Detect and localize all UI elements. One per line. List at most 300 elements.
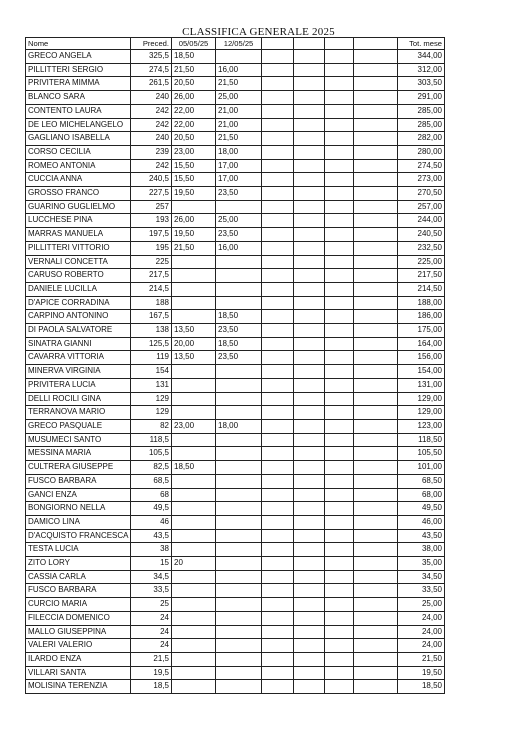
cell-total: 46,00	[398, 515, 445, 529]
cell-name: CULTRERA GIUSEPPE	[26, 461, 131, 475]
cell-date-1	[172, 639, 216, 653]
cell-total: 21,50	[398, 652, 445, 666]
cell-empty	[325, 406, 354, 420]
cell-empty	[262, 351, 294, 365]
cell-date-1: 19,50	[172, 228, 216, 242]
table-row	[26, 77, 445, 91]
cell-name: CURCIO MARIA	[26, 598, 131, 612]
cell-empty	[325, 282, 354, 296]
cell-prec: 188	[131, 296, 172, 310]
table-row	[26, 269, 445, 283]
cell-prec: 240	[131, 132, 172, 146]
cell-empty	[354, 255, 398, 269]
cell-date-1	[172, 365, 216, 379]
table-row	[26, 241, 445, 255]
cell-empty	[262, 324, 294, 338]
cell-empty	[354, 241, 398, 255]
cell-total: 154,00	[398, 365, 445, 379]
cell-name: ZITO LORY	[26, 557, 131, 571]
cell-total: 257,00	[398, 200, 445, 214]
table-row	[26, 63, 445, 77]
cell-empty	[262, 598, 294, 612]
cell-empty	[354, 419, 398, 433]
table-row	[26, 433, 445, 447]
cell-date-1: 18,50	[172, 461, 216, 475]
cell-date-1	[172, 200, 216, 214]
cell-date-1: 15,50	[172, 173, 216, 187]
cell-empty	[325, 351, 354, 365]
cell-date-1: 23,00	[172, 419, 216, 433]
cell-prec: 18,5	[131, 680, 172, 694]
header-empty	[262, 38, 294, 50]
table-row	[26, 118, 445, 132]
cell-empty	[325, 515, 354, 529]
cell-empty	[294, 433, 325, 447]
cell-empty	[294, 351, 325, 365]
cell-empty	[354, 296, 398, 310]
header-total: Tot. mese	[398, 38, 445, 50]
cell-empty	[354, 145, 398, 159]
cell-empty	[294, 337, 325, 351]
cell-total: 24,00	[398, 625, 445, 639]
cell-empty	[354, 282, 398, 296]
cell-empty	[325, 433, 354, 447]
cell-date-1	[172, 529, 216, 543]
cell-date-2: 18,00	[216, 145, 262, 159]
cell-empty	[325, 228, 354, 242]
cell-date-2: 23,50	[216, 187, 262, 201]
cell-total: 225,00	[398, 255, 445, 269]
cell-empty	[262, 173, 294, 187]
cell-empty	[294, 515, 325, 529]
cell-empty	[262, 337, 294, 351]
cell-date-2	[216, 598, 262, 612]
table-row	[26, 392, 445, 406]
cell-date-2	[216, 680, 262, 694]
cell-total: 25,00	[398, 598, 445, 612]
cell-name: CAVARRA VITTORIA	[26, 351, 131, 365]
cell-prec: 227,5	[131, 187, 172, 201]
cell-empty	[325, 159, 354, 173]
cell-empty	[325, 392, 354, 406]
cell-empty	[354, 187, 398, 201]
cell-date-2	[216, 378, 262, 392]
cell-empty	[354, 666, 398, 680]
cell-date-2	[216, 433, 262, 447]
cell-empty	[294, 378, 325, 392]
table-row	[26, 200, 445, 214]
cell-date-2	[216, 461, 262, 475]
cell-name: TESTA LUCIA	[26, 543, 131, 557]
table-row	[26, 502, 445, 516]
cell-date-2	[216, 529, 262, 543]
cell-name: DI PAOLA SALVATORE	[26, 324, 131, 338]
cell-date-2	[216, 255, 262, 269]
cell-empty	[294, 214, 325, 228]
cell-empty	[325, 337, 354, 351]
header-empty	[294, 38, 325, 50]
header-empty	[325, 38, 354, 50]
cell-date-1	[172, 255, 216, 269]
cell-empty	[354, 214, 398, 228]
cell-empty	[325, 255, 354, 269]
cell-empty	[262, 680, 294, 694]
table-row	[26, 680, 445, 694]
cell-empty	[262, 419, 294, 433]
cell-empty	[294, 625, 325, 639]
cell-prec: 19,5	[131, 666, 172, 680]
cell-total: 101,00	[398, 461, 445, 475]
cell-name: MESSINA MARIA	[26, 447, 131, 461]
cell-date-1: 20,00	[172, 337, 216, 351]
cell-empty	[325, 461, 354, 475]
cell-name: BONGIORNO NELLA	[26, 502, 131, 516]
cell-prec: 82,5	[131, 461, 172, 475]
cell-date-2: 21,00	[216, 118, 262, 132]
cell-empty	[325, 145, 354, 159]
cell-date-2	[216, 625, 262, 639]
cell-date-1	[172, 543, 216, 557]
cell-name: FUSCO BARBARA	[26, 584, 131, 598]
cell-empty	[294, 529, 325, 543]
cell-empty	[262, 228, 294, 242]
cell-empty	[325, 118, 354, 132]
cell-empty	[325, 419, 354, 433]
cell-date-2	[216, 557, 262, 571]
cell-total: 280,00	[398, 145, 445, 159]
ranking-table	[25, 37, 445, 694]
cell-total: 285,00	[398, 104, 445, 118]
cell-empty	[354, 118, 398, 132]
cell-prec: 138	[131, 324, 172, 338]
table-row	[26, 529, 445, 543]
table-row	[26, 132, 445, 146]
cell-empty	[262, 611, 294, 625]
cell-prec: 24	[131, 639, 172, 653]
cell-empty	[294, 392, 325, 406]
cell-total: 68,50	[398, 474, 445, 488]
cell-date-1	[172, 310, 216, 324]
cell-prec: 195	[131, 241, 172, 255]
cell-empty	[262, 282, 294, 296]
cell-name: FILECCIA DOMENICO	[26, 611, 131, 625]
cell-empty	[262, 447, 294, 461]
cell-empty	[294, 91, 325, 105]
cell-prec: 240,5	[131, 173, 172, 187]
cell-empty	[354, 680, 398, 694]
cell-date-2	[216, 447, 262, 461]
cell-empty	[325, 639, 354, 653]
cell-total: 282,00	[398, 132, 445, 146]
cell-date-1: 20,50	[172, 132, 216, 146]
cell-empty	[262, 652, 294, 666]
cell-empty	[294, 365, 325, 379]
cell-prec: 15	[131, 557, 172, 571]
cell-date-1: 18,50	[172, 50, 216, 64]
cell-empty	[354, 502, 398, 516]
cell-prec: 131	[131, 378, 172, 392]
cell-empty	[325, 625, 354, 639]
table-row	[26, 187, 445, 201]
cell-empty	[325, 77, 354, 91]
cell-empty	[354, 228, 398, 242]
cell-prec: 49,5	[131, 502, 172, 516]
cell-name: MINERVA VIRGINIA	[26, 365, 131, 379]
cell-empty	[354, 433, 398, 447]
cell-empty	[262, 91, 294, 105]
cell-total: 240,50	[398, 228, 445, 242]
cell-prec: 274,5	[131, 63, 172, 77]
cell-total: 35,00	[398, 557, 445, 571]
cell-date-2	[216, 666, 262, 680]
cell-empty	[262, 310, 294, 324]
cell-date-1: 20	[172, 557, 216, 571]
cell-total: 217,50	[398, 269, 445, 283]
cell-name: PRIVITERA LUCIA	[26, 378, 131, 392]
cell-prec: 33,5	[131, 584, 172, 598]
cell-total: 291,00	[398, 91, 445, 105]
cell-date-2	[216, 406, 262, 420]
cell-empty	[325, 680, 354, 694]
cell-empty	[262, 159, 294, 173]
cell-date-1	[172, 447, 216, 461]
cell-prec: 105,5	[131, 447, 172, 461]
cell-date-2	[216, 652, 262, 666]
cell-empty	[325, 187, 354, 201]
table-row	[26, 365, 445, 379]
cell-date-1	[172, 392, 216, 406]
cell-empty	[354, 159, 398, 173]
table-row	[26, 351, 445, 365]
cell-date-1: 15,50	[172, 159, 216, 173]
cell-empty	[294, 447, 325, 461]
cell-prec: 214,5	[131, 282, 172, 296]
cell-date-1: 20,50	[172, 77, 216, 91]
page-title: CLASSIFICA GENERALE 2025	[182, 26, 335, 38]
table-row	[26, 461, 445, 475]
cell-empty	[262, 296, 294, 310]
cell-empty	[354, 392, 398, 406]
cell-empty	[354, 77, 398, 91]
cell-prec: 21,5	[131, 652, 172, 666]
cell-prec: 38	[131, 543, 172, 557]
cell-total: 49,50	[398, 502, 445, 516]
cell-empty	[325, 214, 354, 228]
cell-name: ILARDO ENZA	[26, 652, 131, 666]
cell-prec: 129	[131, 406, 172, 420]
cell-empty	[262, 118, 294, 132]
cell-empty	[262, 515, 294, 529]
cell-empty	[294, 296, 325, 310]
table-row	[26, 50, 445, 64]
cell-empty	[262, 488, 294, 502]
cell-empty	[294, 132, 325, 146]
cell-empty	[294, 474, 325, 488]
table-row	[26, 91, 445, 105]
cell-name: LUCCHESE PINA	[26, 214, 131, 228]
cell-empty	[325, 269, 354, 283]
cell-empty	[294, 324, 325, 338]
table-row	[26, 570, 445, 584]
cell-date-1	[172, 296, 216, 310]
cell-empty	[294, 187, 325, 201]
cell-date-1	[172, 488, 216, 502]
cell-prec: 118,5	[131, 433, 172, 447]
cell-empty	[294, 241, 325, 255]
table-row	[26, 488, 445, 502]
table-row	[26, 282, 445, 296]
table-row	[26, 598, 445, 612]
table-row	[26, 406, 445, 420]
cell-name: CORSO CECILIA	[26, 145, 131, 159]
cell-empty	[325, 50, 354, 64]
cell-total: 123,00	[398, 419, 445, 433]
cell-date-1: 19,50	[172, 187, 216, 201]
cell-total: 186,00	[398, 310, 445, 324]
cell-name: MALLO GIUSEPPINA	[26, 625, 131, 639]
cell-empty	[294, 200, 325, 214]
cell-date-2	[216, 200, 262, 214]
cell-empty	[294, 543, 325, 557]
cell-date-2	[216, 611, 262, 625]
cell-date-1	[172, 625, 216, 639]
cell-prec: 242	[131, 104, 172, 118]
cell-date-2: 17,00	[216, 173, 262, 187]
cell-empty	[262, 543, 294, 557]
cell-total: 129,00	[398, 406, 445, 420]
cell-empty	[325, 474, 354, 488]
cell-name: VILLARI SANTA	[26, 666, 131, 680]
table-row	[26, 337, 445, 351]
cell-empty	[325, 611, 354, 625]
header-date-1: 05/05/25	[172, 38, 216, 50]
cell-empty	[325, 529, 354, 543]
cell-date-1	[172, 433, 216, 447]
cell-empty	[354, 447, 398, 461]
cell-empty	[262, 104, 294, 118]
cell-empty	[354, 598, 398, 612]
cell-prec: 43,5	[131, 529, 172, 543]
cell-empty	[325, 584, 354, 598]
cell-empty	[325, 173, 354, 187]
cell-total: 344,00	[398, 50, 445, 64]
cell-name: PILLITTERI VITTORIO	[26, 241, 131, 255]
cell-empty	[262, 255, 294, 269]
cell-name: GUARINO GUGLIELMO	[26, 200, 131, 214]
cell-date-2: 18,00	[216, 419, 262, 433]
cell-date-2: 23,50	[216, 228, 262, 242]
table-row	[26, 378, 445, 392]
cell-date-2	[216, 584, 262, 598]
cell-empty	[294, 50, 325, 64]
cell-total: 312,00	[398, 63, 445, 77]
cell-empty	[294, 557, 325, 571]
cell-name: PRIVITERA MIMMA	[26, 77, 131, 91]
cell-prec: 242	[131, 159, 172, 173]
cell-empty	[325, 324, 354, 338]
cell-date-2: 17,00	[216, 159, 262, 173]
cell-empty	[294, 282, 325, 296]
cell-date-2: 16,00	[216, 63, 262, 77]
cell-prec: 25	[131, 598, 172, 612]
table-row	[26, 584, 445, 598]
cell-prec: 217,5	[131, 269, 172, 283]
cell-prec: 197,5	[131, 228, 172, 242]
cell-total: 38,00	[398, 543, 445, 557]
cell-name: GROSSO FRANCO	[26, 187, 131, 201]
cell-total: 270,50	[398, 187, 445, 201]
cell-total: 34,50	[398, 570, 445, 584]
table-row	[26, 543, 445, 557]
table-row	[26, 145, 445, 159]
table-row	[26, 173, 445, 187]
table-row	[26, 639, 445, 653]
cell-date-1	[172, 406, 216, 420]
cell-total: 156,00	[398, 351, 445, 365]
table-row	[26, 447, 445, 461]
cell-name: VERNALI CONCETTA	[26, 255, 131, 269]
cell-date-2	[216, 282, 262, 296]
cell-prec: 68,5	[131, 474, 172, 488]
cell-prec: 68	[131, 488, 172, 502]
cell-empty	[325, 132, 354, 146]
cell-empty	[294, 63, 325, 77]
cell-total: 164,00	[398, 337, 445, 351]
cell-empty	[294, 269, 325, 283]
cell-empty	[325, 310, 354, 324]
cell-empty	[262, 365, 294, 379]
cell-total: 274,50	[398, 159, 445, 173]
cell-empty	[354, 461, 398, 475]
table-row	[26, 296, 445, 310]
cell-name: DE LEO MICHELANGELO	[26, 118, 131, 132]
cell-date-1: 26,00	[172, 214, 216, 228]
cell-empty	[294, 118, 325, 132]
table-row	[26, 625, 445, 639]
cell-total: 43,50	[398, 529, 445, 543]
cell-date-2: 21,50	[216, 132, 262, 146]
cell-name: D'APICE CORRADINA	[26, 296, 131, 310]
cell-date-2: 23,50	[216, 324, 262, 338]
cell-date-2: 16,00	[216, 241, 262, 255]
header-row	[26, 38, 445, 50]
cell-name: DANIELE LUCILLA	[26, 282, 131, 296]
cell-empty	[354, 652, 398, 666]
cell-empty	[325, 104, 354, 118]
cell-name: VALERI VALERIO	[26, 639, 131, 653]
cell-empty	[262, 187, 294, 201]
cell-date-1: 23,00	[172, 145, 216, 159]
cell-empty	[262, 50, 294, 64]
cell-name: CUCCIA ANNA	[26, 173, 131, 187]
cell-total: 118,50	[398, 433, 445, 447]
cell-date-1	[172, 680, 216, 694]
header-name: Nome	[26, 38, 131, 50]
cell-empty	[354, 91, 398, 105]
table-row	[26, 474, 445, 488]
cell-prec: 125,5	[131, 337, 172, 351]
cell-empty	[325, 447, 354, 461]
cell-date-1	[172, 502, 216, 516]
cell-empty	[354, 488, 398, 502]
cell-empty	[354, 639, 398, 653]
cell-empty	[354, 132, 398, 146]
cell-date-1	[172, 666, 216, 680]
cell-date-2: 25,00	[216, 214, 262, 228]
cell-name: CARPINO ANTONINO	[26, 310, 131, 324]
cell-empty	[262, 570, 294, 584]
table-row	[26, 652, 445, 666]
